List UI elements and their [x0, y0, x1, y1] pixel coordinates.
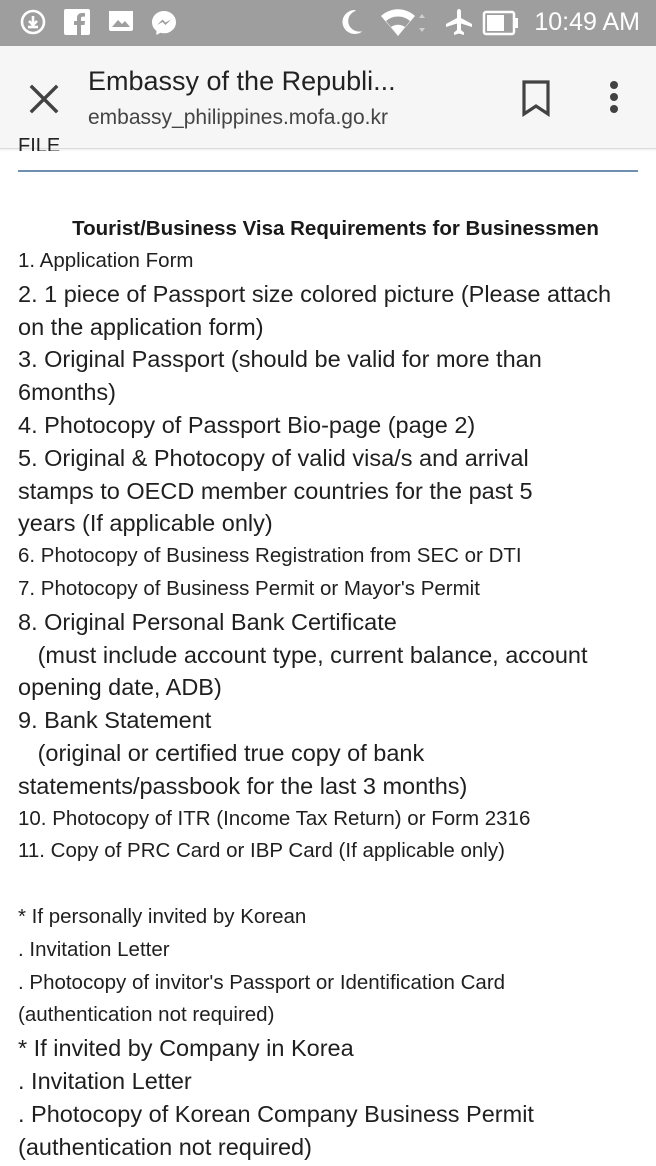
battery-icon — [482, 10, 520, 36]
content-line: statements/passbook for the last 3 months) — [18, 772, 468, 799]
close-icon[interactable] — [24, 79, 64, 119]
content-line: 9. Bank Statement — [18, 707, 212, 734]
content-line: 1. Application Form — [18, 249, 194, 272]
content-line: . Photocopy of invitor's Passport or Identification Card — [18, 970, 506, 994]
clock: 10:49 AM — [534, 8, 640, 36]
status-bar — [0, 0, 656, 46]
bookmark-icon[interactable] — [520, 78, 552, 120]
overflow-menu-icon[interactable] — [598, 76, 630, 122]
content-line: opening date, ADB) — [18, 674, 222, 701]
content-line: years (If applicable only) — [18, 510, 273, 537]
requirements-list — [18, 245, 643, 1163]
content-line: 6. Photocopy of Business Registration from SEC or DTI — [18, 544, 522, 568]
airplane-icon — [444, 7, 474, 37]
content-line: 7. Photocopy of Business Permit or Mayor's Permit — [18, 576, 480, 600]
section-heading: Tourist/Business Visa Requirements for Businessmen — [72, 217, 599, 240]
page-url[interactable]: embassy_philippines.mofa.go.kr — [88, 106, 388, 129]
content-line: 6months) — [18, 379, 116, 406]
browser-toolbar — [0, 46, 656, 149]
messenger-icon — [150, 9, 178, 37]
content-line: * If personally invited by Korean — [18, 904, 307, 928]
gallery-icon — [108, 9, 134, 33]
content-line: 5. Original & Photocopy of valid visa/s and arrival — [18, 444, 529, 471]
content-line: (authentication not required) — [18, 1133, 312, 1160]
cut-off-text: FILE — [18, 135, 61, 151]
content-line: . Invitation Letter — [18, 1067, 192, 1094]
content-line: 8. Original Personal Bank Certificate — [18, 608, 397, 635]
content-line: 11. Copy of PRC Card or IBP Card (If applicable only) — [18, 839, 505, 863]
content-line: (must include account type, current balance, account — [18, 641, 588, 668]
content-line: (authentication not required) — [18, 1003, 275, 1027]
content-line: . Invitation Letter — [18, 937, 170, 961]
moon-icon — [336, 7, 366, 37]
spacer — [18, 868, 643, 901]
content-line: on the application form) — [18, 313, 264, 340]
page-title: Embassy of the Republi... — [88, 66, 396, 96]
content-line: . Photocopy of Korean Company Business Permit — [18, 1100, 534, 1127]
wifi-icon — [380, 8, 430, 38]
content-line: (original or certified true copy of bank — [18, 739, 425, 766]
content-line: 3. Original Passport (should be valid for more than — [18, 346, 542, 373]
sync-icon — [20, 9, 46, 35]
divider — [18, 170, 638, 172]
content-line: * If invited by Company in Korea — [18, 1035, 354, 1062]
content-line: 10. Photocopy of ITR (Income Tax Return) or Form 2316 — [18, 806, 531, 830]
content-line: 2. 1 piece of Passport size colored picture (Please attach — [18, 280, 612, 307]
page-content — [18, 213, 643, 1163]
content-line: stamps to OECD member countries for the past 5 — [18, 477, 533, 504]
facebook-icon — [64, 9, 90, 35]
content-line: 4. Photocopy of Passport Bio-page (page 2) — [18, 411, 476, 438]
